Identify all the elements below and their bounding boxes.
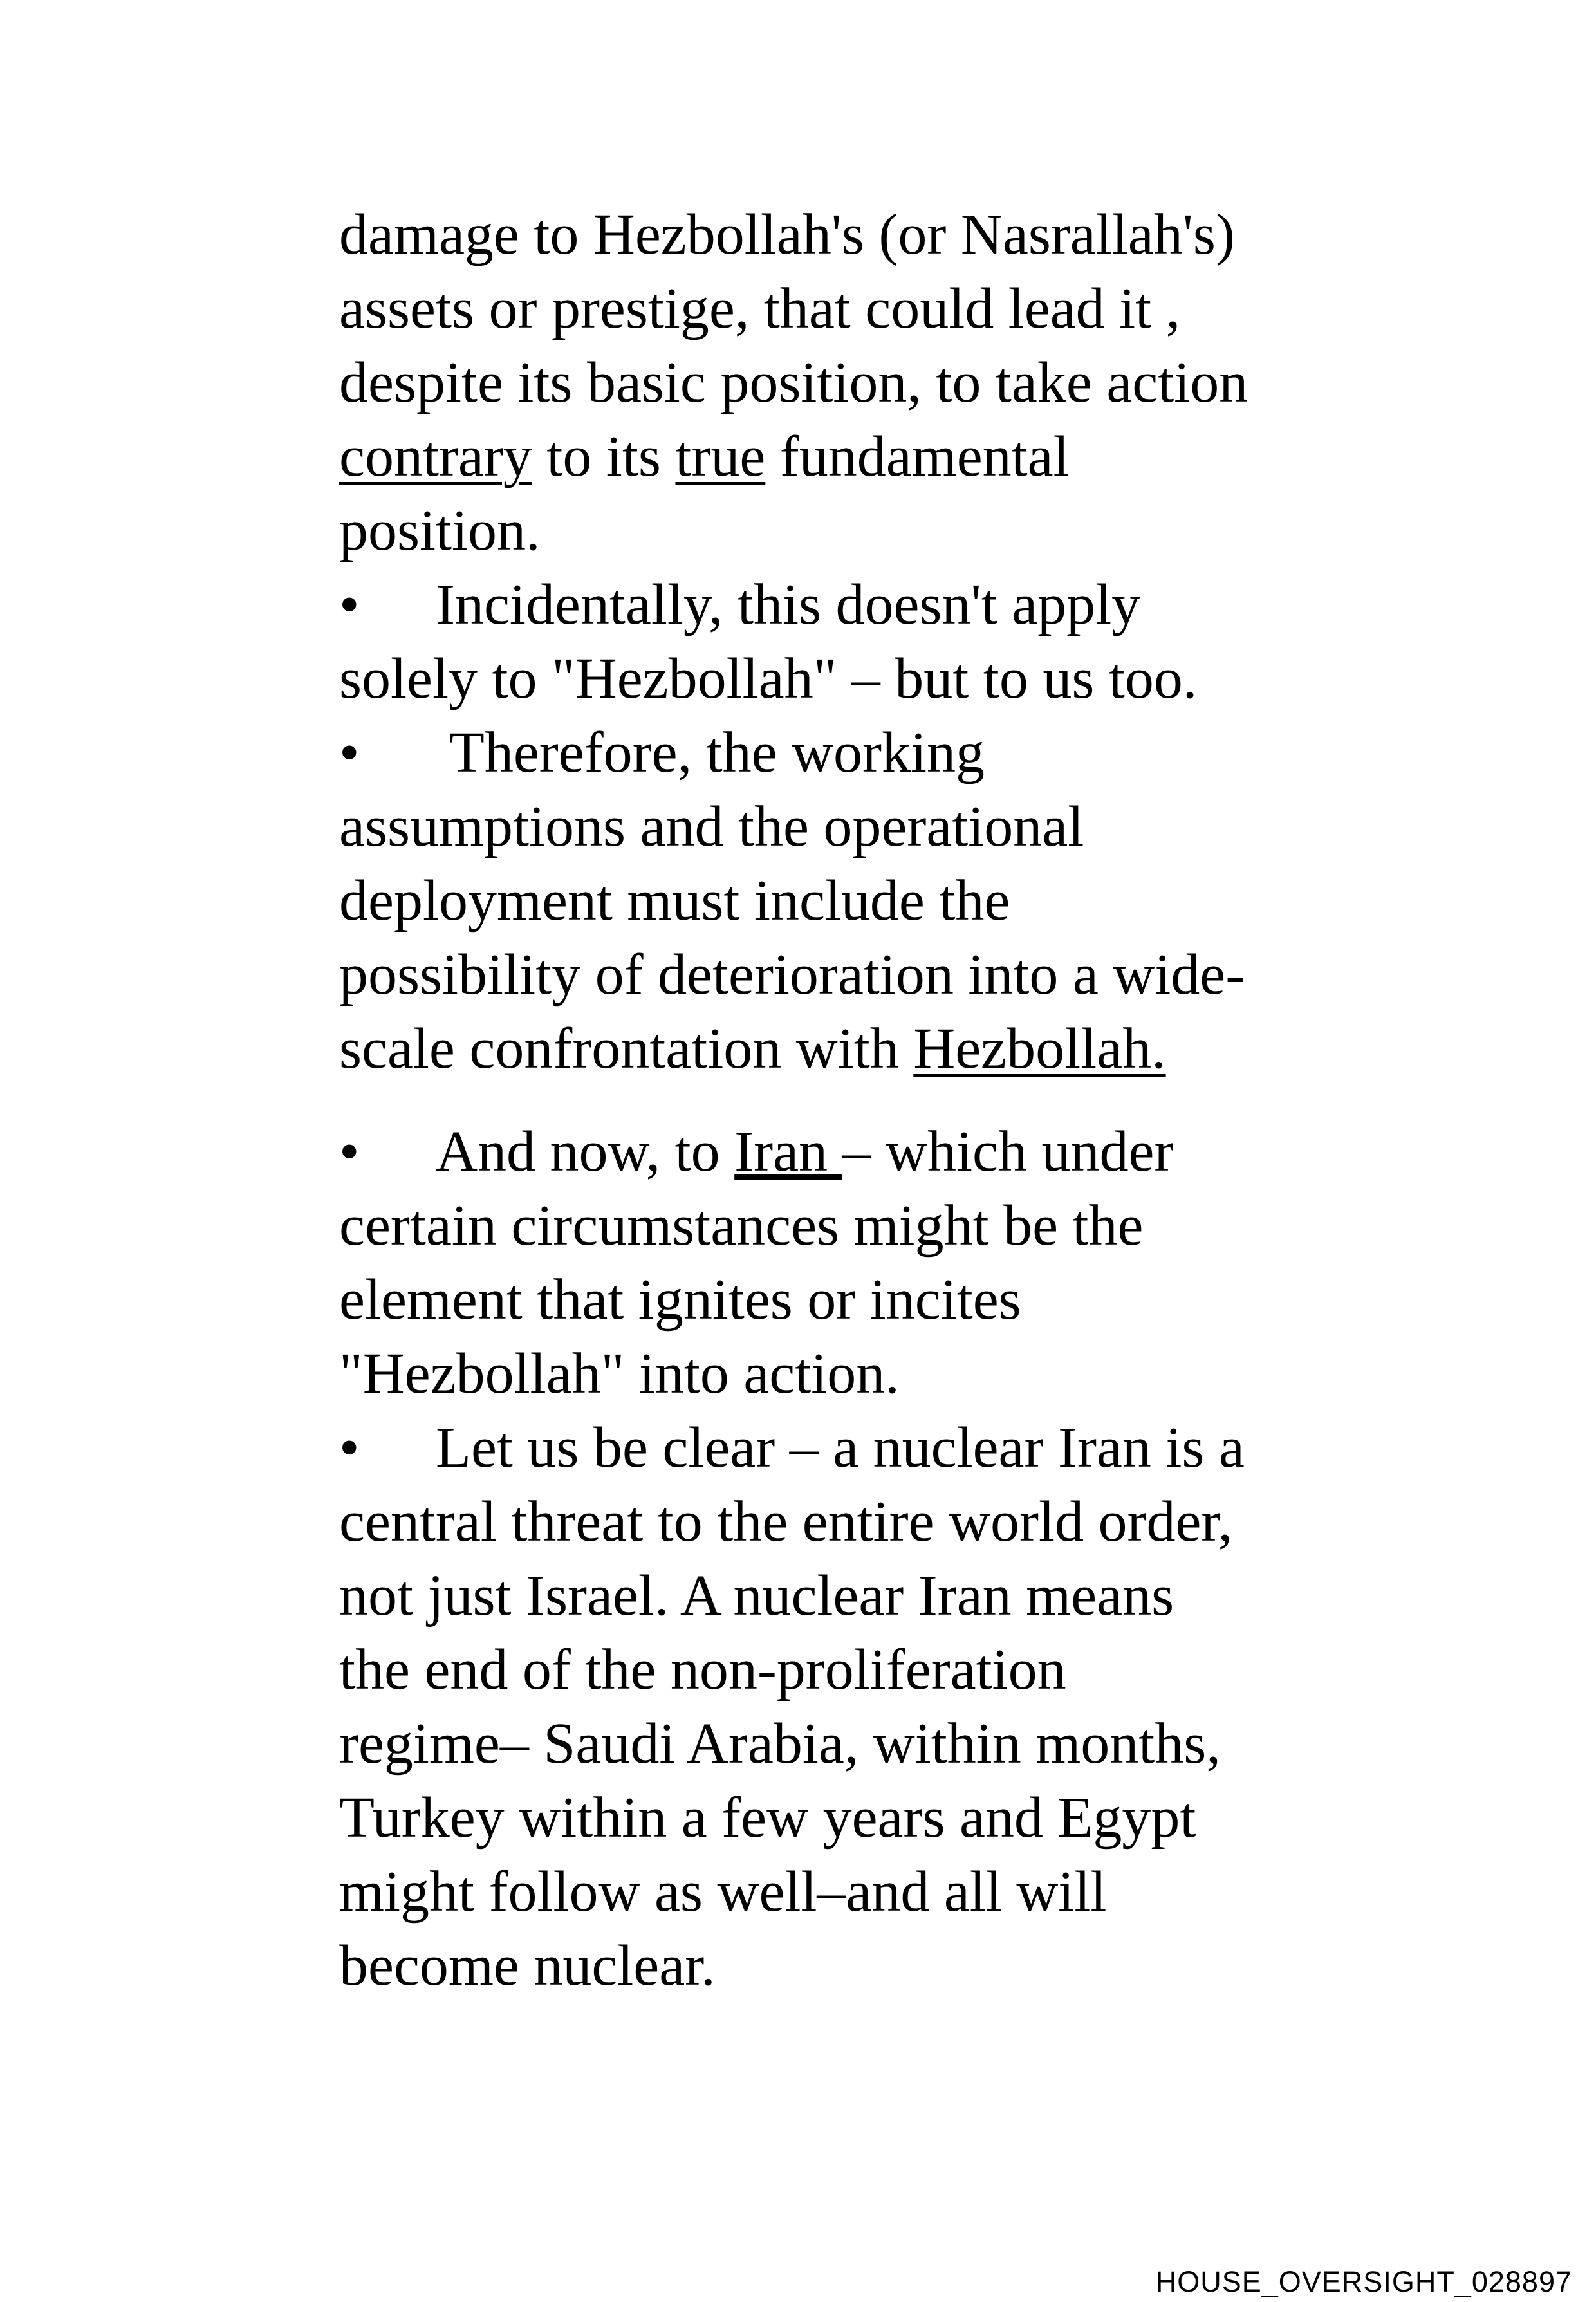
- bullet-icon: •: [339, 1416, 360, 1480]
- bullet-item: [339, 1120, 1174, 1183]
- text-segment: scale confrontation with: [339, 1017, 914, 1081]
- underlined-word: true: [675, 425, 766, 488]
- text-line: solely to "Hezbollah" – but to us too.: [339, 647, 1198, 710]
- bullet-icon: •: [339, 721, 360, 784]
- text-line: the end of the non-proliferation: [339, 1638, 1066, 1702]
- bullet-item: [339, 573, 1141, 636]
- text-line: might follow as well–and all will: [339, 1860, 1107, 1924]
- text-line: certain circumstances might be the: [339, 1194, 1144, 1258]
- bullet-text: Let us be clear – a nuclear Iran is a: [436, 1416, 1245, 1480]
- text-line: central threat to the entire world order,: [339, 1490, 1233, 1554]
- text-segment: – which under: [842, 1120, 1174, 1183]
- text-segment: fundamental: [765, 425, 1070, 488]
- underlined-word: contrary: [339, 425, 532, 488]
- document-id-footer: HOUSE_OVERSIGHT_028897: [1155, 2265, 1572, 2298]
- text-line: [339, 1017, 1166, 1081]
- text-line: "Hezbollah" into action.: [339, 1342, 900, 1406]
- bullet-text: Therefore, the working: [436, 721, 985, 784]
- text-line: assets or prestige, that could lead it ,: [339, 277, 1181, 340]
- text-line: regime– Saudi Arabia, within months,: [339, 1712, 1221, 1776]
- underlined-word: Hezbollah.: [913, 1017, 1166, 1081]
- text-line: [339, 425, 1070, 488]
- bullet-item: [339, 1416, 1245, 1480]
- text-line: Turkey within a few years and Egypt: [339, 1786, 1196, 1850]
- text-line: become nuclear.: [339, 1934, 716, 1998]
- bullet-text: Incidentally, this doesn't apply: [436, 573, 1141, 636]
- text-segment: to its: [532, 425, 676, 488]
- text-line: not just Israel. A nuclear Iran means: [339, 1564, 1174, 1628]
- bullet-icon: •: [339, 573, 360, 636]
- underlined-word: Iran: [734, 1120, 842, 1183]
- text-segment: And now, to: [436, 1120, 735, 1183]
- bullet-icon: •: [339, 1120, 360, 1183]
- text-line: possibility of deterioration into a wide-: [339, 943, 1245, 1007]
- bullet-item: [339, 721, 985, 784]
- text-line: damage to Hezbollah's (or Nasrallah's): [339, 203, 1235, 266]
- text-line: despite its basic position, to take action: [339, 351, 1248, 414]
- text-line: deployment must include the: [339, 869, 1010, 933]
- text-line: assumptions and the operational: [339, 795, 1084, 859]
- text-line: element that ignites or incites: [339, 1268, 1021, 1332]
- text-line: position.: [339, 499, 541, 562]
